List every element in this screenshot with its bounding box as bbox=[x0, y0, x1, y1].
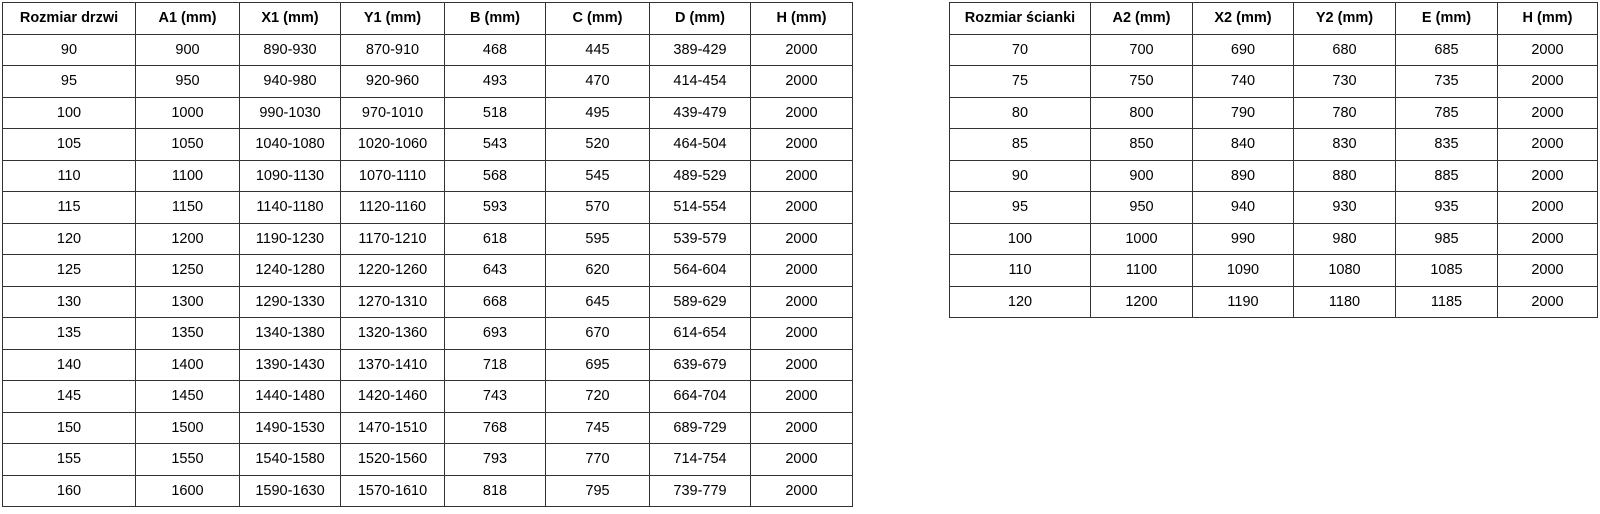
table-cell: 568 bbox=[445, 160, 546, 192]
table-cell: 2000 bbox=[751, 475, 853, 507]
table-cell: 495 bbox=[546, 97, 650, 129]
table-cell: 80 bbox=[950, 97, 1091, 129]
table-cell: 1085 bbox=[1396, 255, 1498, 287]
table-cell: 2000 bbox=[751, 97, 853, 129]
table-cell: 70 bbox=[950, 34, 1091, 66]
door-size-table bbox=[2, 2, 853, 507]
table-cell: 1590-1630 bbox=[240, 475, 341, 507]
column-header: Y1 (mm) bbox=[341, 3, 445, 35]
table-cell: 520 bbox=[546, 129, 650, 161]
table-cell: 543 bbox=[445, 129, 546, 161]
table-cell: 920-960 bbox=[341, 66, 445, 98]
table-cell: 1370-1410 bbox=[341, 349, 445, 381]
table-cell: 880 bbox=[1294, 160, 1396, 192]
table-cell: 1090 bbox=[1193, 255, 1294, 287]
table-row bbox=[3, 412, 853, 444]
table-cell: 1200 bbox=[136, 223, 240, 255]
table-cell: 589-629 bbox=[650, 286, 751, 318]
table-cell: 980 bbox=[1294, 223, 1396, 255]
table-cell: 2000 bbox=[751, 66, 853, 98]
table-cell: 2000 bbox=[751, 34, 853, 66]
table-cell: 990 bbox=[1193, 223, 1294, 255]
table-cell: 2000 bbox=[1498, 255, 1598, 287]
column-header: Y2 (mm) bbox=[1294, 3, 1396, 35]
table-row bbox=[3, 223, 853, 255]
table-row bbox=[3, 286, 853, 318]
table-cell: 2000 bbox=[751, 160, 853, 192]
table-cell: 800 bbox=[1091, 97, 1193, 129]
table-cell: 1150 bbox=[136, 192, 240, 224]
table-row bbox=[3, 381, 853, 413]
table-cell: 110 bbox=[3, 160, 136, 192]
column-header: Rozmiar drzwi bbox=[3, 3, 136, 35]
table-cell: 389-429 bbox=[650, 34, 751, 66]
table-cell: 785 bbox=[1396, 97, 1498, 129]
table-cell: 735 bbox=[1396, 66, 1498, 98]
table-cell: 1550 bbox=[136, 444, 240, 476]
table-cell: 95 bbox=[950, 192, 1091, 224]
column-header: A2 (mm) bbox=[1091, 3, 1193, 35]
table-cell: 2000 bbox=[751, 444, 853, 476]
column-header: B (mm) bbox=[445, 3, 546, 35]
table-cell: 870-910 bbox=[341, 34, 445, 66]
table-cell: 1040-1080 bbox=[240, 129, 341, 161]
table-cell: 1170-1210 bbox=[341, 223, 445, 255]
table-cell: 1190-1230 bbox=[240, 223, 341, 255]
table-row bbox=[3, 475, 853, 507]
table-cell: 689-729 bbox=[650, 412, 751, 444]
table-cell: 1470-1510 bbox=[341, 412, 445, 444]
table-cell: 620 bbox=[546, 255, 650, 287]
table-cell: 1220-1260 bbox=[341, 255, 445, 287]
table-cell: 1490-1530 bbox=[240, 412, 341, 444]
table-row bbox=[950, 223, 1598, 255]
table-cell: 468 bbox=[445, 34, 546, 66]
table-cell: 90 bbox=[3, 34, 136, 66]
table-cell: 770 bbox=[546, 444, 650, 476]
table-cell: 643 bbox=[445, 255, 546, 287]
table-row bbox=[3, 349, 853, 381]
table-cell: 100 bbox=[3, 97, 136, 129]
table-cell: 85 bbox=[950, 129, 1091, 161]
table-cell: 700 bbox=[1091, 34, 1193, 66]
table-cell: 1100 bbox=[1091, 255, 1193, 287]
wall-panel-size-table bbox=[949, 2, 1598, 318]
table-row bbox=[950, 66, 1598, 98]
table-cell: 514-554 bbox=[650, 192, 751, 224]
table-cell: 618 bbox=[445, 223, 546, 255]
table-cell: 695 bbox=[546, 349, 650, 381]
table-cell: 130 bbox=[3, 286, 136, 318]
column-header: Rozmiar ścianki bbox=[950, 3, 1091, 35]
table-cell: 850 bbox=[1091, 129, 1193, 161]
table-cell: 90 bbox=[950, 160, 1091, 192]
table-cell: 940-980 bbox=[240, 66, 341, 98]
table-cell: 2000 bbox=[751, 286, 853, 318]
table-cell: 2000 bbox=[751, 318, 853, 350]
table-cell: 125 bbox=[3, 255, 136, 287]
table-cell: 1000 bbox=[136, 97, 240, 129]
table-row bbox=[3, 318, 853, 350]
table-row bbox=[950, 286, 1598, 318]
table-cell: 818 bbox=[445, 475, 546, 507]
table-cell: 1290-1330 bbox=[240, 286, 341, 318]
table-cell: 680 bbox=[1294, 34, 1396, 66]
table-cell: 95 bbox=[3, 66, 136, 98]
table-cell: 768 bbox=[445, 412, 546, 444]
table-cell: 1270-1310 bbox=[341, 286, 445, 318]
table-cell: 1200 bbox=[1091, 286, 1193, 318]
table-cell: 2000 bbox=[751, 255, 853, 287]
table-cell: 2000 bbox=[1498, 66, 1598, 98]
table-cell: 790 bbox=[1193, 97, 1294, 129]
table-cell: 1185 bbox=[1396, 286, 1498, 318]
table-cell: 1450 bbox=[136, 381, 240, 413]
table-cell: 1240-1280 bbox=[240, 255, 341, 287]
table-row bbox=[950, 160, 1598, 192]
table-row bbox=[3, 97, 853, 129]
table-cell: 720 bbox=[546, 381, 650, 413]
table-cell: 2000 bbox=[1498, 160, 1598, 192]
table-cell: 140 bbox=[3, 349, 136, 381]
table-cell: 75 bbox=[950, 66, 1091, 98]
table-cell: 2000 bbox=[751, 349, 853, 381]
table-cell: 740 bbox=[1193, 66, 1294, 98]
column-header: X2 (mm) bbox=[1193, 3, 1294, 35]
table-cell: 670 bbox=[546, 318, 650, 350]
table-cell: 795 bbox=[546, 475, 650, 507]
table-cell: 2000 bbox=[1498, 97, 1598, 129]
table-cell: 1080 bbox=[1294, 255, 1396, 287]
table-cell: 1090-1130 bbox=[240, 160, 341, 192]
table-cell: 940 bbox=[1193, 192, 1294, 224]
table-cell: 545 bbox=[546, 160, 650, 192]
table-cell: 1500 bbox=[136, 412, 240, 444]
table-cell: 693 bbox=[445, 318, 546, 350]
table-cell: 100 bbox=[950, 223, 1091, 255]
table-cell: 470 bbox=[546, 66, 650, 98]
table-cell: 714-754 bbox=[650, 444, 751, 476]
table-cell: 150 bbox=[3, 412, 136, 444]
table-cell: 1390-1430 bbox=[240, 349, 341, 381]
table-cell: 730 bbox=[1294, 66, 1396, 98]
table-cell: 1520-1560 bbox=[341, 444, 445, 476]
table-cell: 445 bbox=[546, 34, 650, 66]
table-cell: 593 bbox=[445, 192, 546, 224]
table-cell: 1140-1180 bbox=[240, 192, 341, 224]
table-cell: 935 bbox=[1396, 192, 1498, 224]
table-row bbox=[3, 34, 853, 66]
table-cell: 970-1010 bbox=[341, 97, 445, 129]
table-cell: 2000 bbox=[1498, 192, 1598, 224]
table-cell: 1190 bbox=[1193, 286, 1294, 318]
table-row bbox=[3, 129, 853, 161]
table-row bbox=[3, 444, 853, 476]
table-cell: 120 bbox=[950, 286, 1091, 318]
table-cell: 1570-1610 bbox=[341, 475, 445, 507]
table-cell: 985 bbox=[1396, 223, 1498, 255]
table-cell: 930 bbox=[1294, 192, 1396, 224]
table-cell: 564-604 bbox=[650, 255, 751, 287]
table-cell: 835 bbox=[1396, 129, 1498, 161]
table-cell: 900 bbox=[1091, 160, 1193, 192]
table-cell: 1100 bbox=[136, 160, 240, 192]
header-row bbox=[950, 3, 1598, 35]
table-row bbox=[3, 192, 853, 224]
table-cell: 1300 bbox=[136, 286, 240, 318]
table-cell: 1000 bbox=[1091, 223, 1193, 255]
table-row bbox=[3, 160, 853, 192]
table-cell: 780 bbox=[1294, 97, 1396, 129]
table-cell: 1340-1380 bbox=[240, 318, 341, 350]
column-header: C (mm) bbox=[546, 3, 650, 35]
table-cell: 718 bbox=[445, 349, 546, 381]
table-cell: 668 bbox=[445, 286, 546, 318]
column-header: H (mm) bbox=[751, 3, 853, 35]
table-cell: 2000 bbox=[1498, 223, 1598, 255]
table-cell: 793 bbox=[445, 444, 546, 476]
table-row bbox=[950, 129, 1598, 161]
table-cell: 739-779 bbox=[650, 475, 751, 507]
table-cell: 155 bbox=[3, 444, 136, 476]
table-cell: 1440-1480 bbox=[240, 381, 341, 413]
table-cell: 439-479 bbox=[650, 97, 751, 129]
table-cell: 1350 bbox=[136, 318, 240, 350]
table-cell: 885 bbox=[1396, 160, 1498, 192]
table-cell: 950 bbox=[136, 66, 240, 98]
table-cell: 145 bbox=[3, 381, 136, 413]
table-row bbox=[950, 255, 1598, 287]
table-cell: 900 bbox=[136, 34, 240, 66]
table-cell: 160 bbox=[3, 475, 136, 507]
table-cell: 750 bbox=[1091, 66, 1193, 98]
table-cell: 1050 bbox=[136, 129, 240, 161]
table-cell: 1070-1110 bbox=[341, 160, 445, 192]
table-cell: 950 bbox=[1091, 192, 1193, 224]
table-cell: 120 bbox=[3, 223, 136, 255]
table-cell: 595 bbox=[546, 223, 650, 255]
table-cell: 1180 bbox=[1294, 286, 1396, 318]
column-header: D (mm) bbox=[650, 3, 751, 35]
table-cell: 2000 bbox=[751, 129, 853, 161]
table-cell: 489-529 bbox=[650, 160, 751, 192]
column-header: X1 (mm) bbox=[240, 3, 341, 35]
table-cell: 2000 bbox=[751, 223, 853, 255]
table-cell: 890 bbox=[1193, 160, 1294, 192]
table-cell: 493 bbox=[445, 66, 546, 98]
table-cell: 2000 bbox=[1498, 286, 1598, 318]
column-header: E (mm) bbox=[1396, 3, 1498, 35]
table-cell: 2000 bbox=[751, 381, 853, 413]
table-cell: 115 bbox=[3, 192, 136, 224]
table-cell: 2000 bbox=[1498, 34, 1598, 66]
table-cell: 1320-1360 bbox=[341, 318, 445, 350]
table-cell: 539-579 bbox=[650, 223, 751, 255]
table-cell: 2000 bbox=[751, 192, 853, 224]
table-row bbox=[950, 192, 1598, 224]
table-cell: 1420-1460 bbox=[341, 381, 445, 413]
table-cell: 743 bbox=[445, 381, 546, 413]
table-cell: 840 bbox=[1193, 129, 1294, 161]
table-cell: 1400 bbox=[136, 349, 240, 381]
table-cell: 2000 bbox=[751, 412, 853, 444]
table-row bbox=[950, 34, 1598, 66]
table-cell: 1120-1160 bbox=[341, 192, 445, 224]
table-cell: 414-454 bbox=[650, 66, 751, 98]
table-cell: 745 bbox=[546, 412, 650, 444]
table-cell: 2000 bbox=[1498, 129, 1598, 161]
table-cell: 830 bbox=[1294, 129, 1396, 161]
table-cell: 518 bbox=[445, 97, 546, 129]
table-cell: 690 bbox=[1193, 34, 1294, 66]
table-row bbox=[3, 255, 853, 287]
table-cell: 1540-1580 bbox=[240, 444, 341, 476]
header-row bbox=[3, 3, 853, 35]
table-row bbox=[950, 97, 1598, 129]
column-header: A1 (mm) bbox=[136, 3, 240, 35]
table-cell: 464-504 bbox=[650, 129, 751, 161]
table-cell: 614-654 bbox=[650, 318, 751, 350]
column-header: H (mm) bbox=[1498, 3, 1598, 35]
table-cell: 645 bbox=[546, 286, 650, 318]
table-cell: 110 bbox=[950, 255, 1091, 287]
table-cell: 135 bbox=[3, 318, 136, 350]
table-cell: 990-1030 bbox=[240, 97, 341, 129]
table-cell: 570 bbox=[546, 192, 650, 224]
table-cell: 1250 bbox=[136, 255, 240, 287]
table-row bbox=[3, 66, 853, 98]
table-cell: 1020-1060 bbox=[341, 129, 445, 161]
table-cell: 1600 bbox=[136, 475, 240, 507]
table-cell: 890-930 bbox=[240, 34, 341, 66]
table-cell: 664-704 bbox=[650, 381, 751, 413]
table-cell: 685 bbox=[1396, 34, 1498, 66]
table-cell: 105 bbox=[3, 129, 136, 161]
table-cell: 639-679 bbox=[650, 349, 751, 381]
